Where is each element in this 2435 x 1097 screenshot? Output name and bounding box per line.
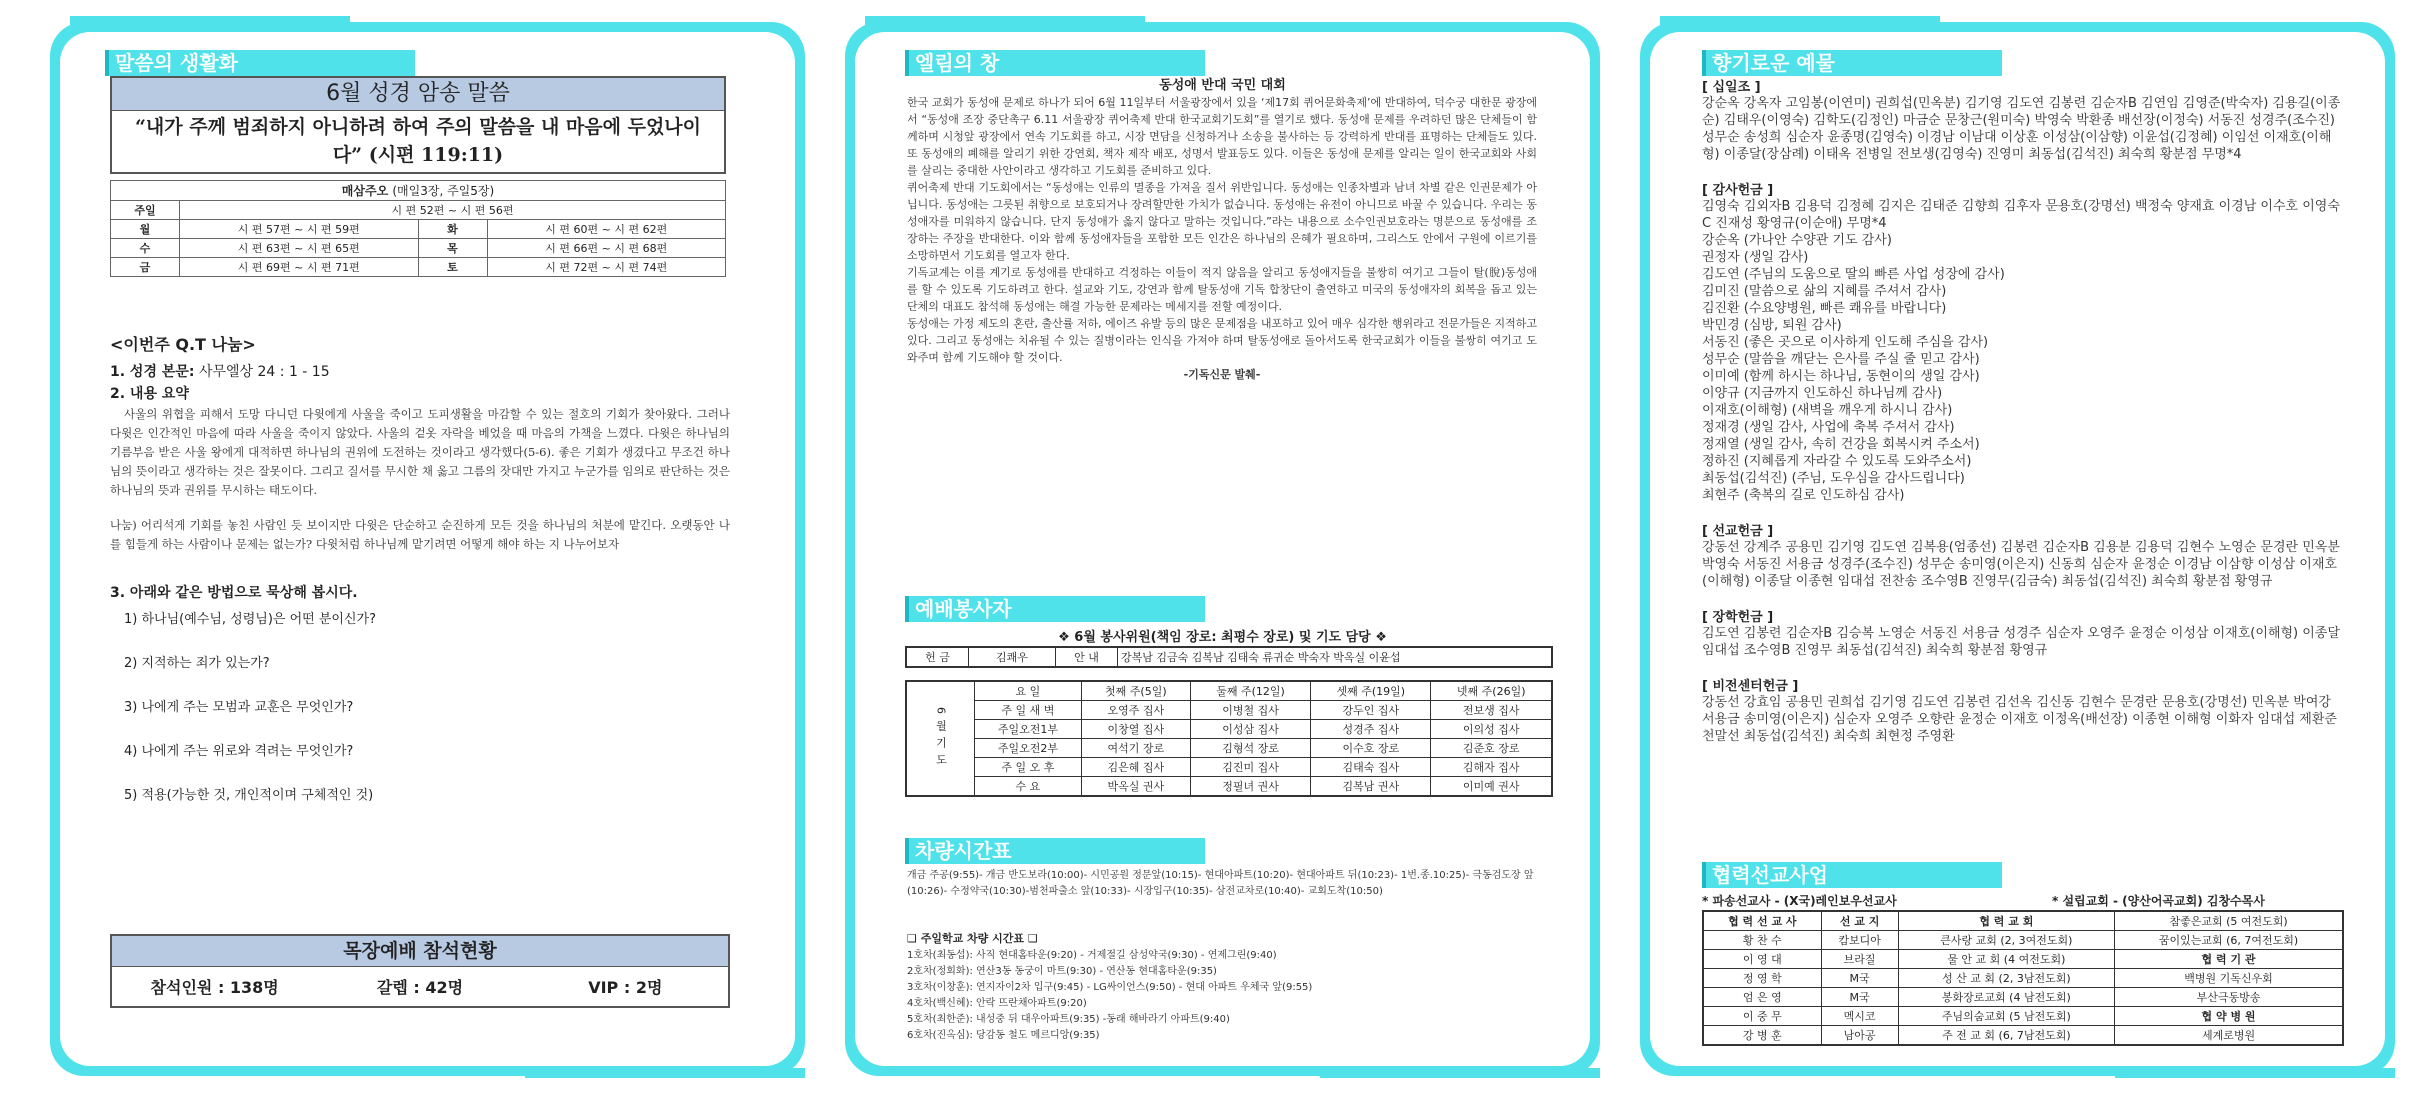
- duty-value: 김쾌우: [969, 647, 1056, 667]
- mission-cell: 강 병 훈: [1703, 1026, 1821, 1046]
- offering-names: 강동선 강효임 공용민 권희섭 김기영 김도연 김봉련 김선옥 김신동 김현수 문경란 문용호(강명선) 민옥분 박여강 서용금 송미영(이은지) 심순자 오영주 오향란 윤정순 이재호 이정옥(배선장) 이종현 이해형 이화자 임대섭 제환준 천말선 최동섭(김석진) 최숙희 최현정 주영환: [1702, 695, 2337, 744]
- prayer-cell: 전보생 집사: [1431, 701, 1552, 720]
- duty-table: [905, 646, 1553, 668]
- table-row: [906, 720, 1552, 739]
- article-title: 동성애 반대 국민 대회: [1159, 78, 1286, 93]
- mission-cell: 엄 은 영: [1703, 988, 1821, 1007]
- prayer-cell: 주 일 오 후: [975, 758, 1082, 777]
- mission-cell: 이 중 무: [1703, 1007, 1821, 1026]
- mission-cell: 협 약 병 원: [2115, 1007, 2343, 1026]
- offering-group: [1702, 606, 2344, 659]
- mission-cell: 남아공: [1821, 1026, 1898, 1046]
- qt-summary-p1: 사울의 위협을 피해서 도망 다니던 다윗에게 사울을 죽이고 도피생활을 마감할 수 있는 절호의 기회가 찾아왔다. 그러나 다윗은 인간적인 마음에 따라 사울을 죽이지 않았다. 사울의 겉옷 자락을 베었을 때 마음의 가책을 느꼈다. 다윗은 하나님의 기름부음 받은 사울 왕에게 대적하면 하나님의 권위에 도전하는 것이라고 생각했다(5-6). 좋은 기회가 생겼다고 무조건 하나님의 뜻이라고 생각하는 것은 잘못이다. 그리고 질서를 무시한 채 옳고 그름의 잣대만 가지고 누군가를 임의로 판단하는 것은 하나님의 뜻과 권위를 무시하는 태도이다.: [110, 407, 730, 497]
- prayer-cell: 주 일 새 벽: [975, 701, 1082, 720]
- section-header-mission: 협력선교사업: [1702, 862, 2002, 888]
- car-route: 6호차(진옥심): 당감동 철도 메르디앙(9:35): [907, 1030, 1100, 1041]
- car-school-section: [907, 930, 1543, 1044]
- thanks-item: 박민경 (심방, 퇴원 감사): [1702, 318, 1842, 333]
- prayer-cell: 김은혜 집사: [1081, 758, 1190, 777]
- mission-cell: 캄보디아: [1821, 931, 1898, 950]
- offering-names: 김도연 김봉련 김순자B 김승복 노영순 서동진 서용금 성경주 심순자 오영주 윤정순 이성삼 이재호(이해형) 이종달 임대섭 조수영B 진영무 최동섭(김석진) 최숙희 황분점 황영규: [1702, 626, 2340, 658]
- mission-cell: 이 영 대: [1703, 950, 1821, 969]
- schedule-reading: 시 편 60편 ~ 시 편 62편: [487, 220, 726, 239]
- section-header-service: 예배봉사자: [905, 596, 1205, 622]
- qt-summary-p2: 나눔) 어리석게 기회를 놓친 사람인 듯 보이지만 다윗은 단순하고 순진하게 모든 것을 하나님의 처분에 맡긴다. 오랫동안 나를 힘들게 하는 사람이나 문제는 없는가? 다윗처럼 하나님께 맡기려면 어떻게 해야 하는 지 나누어보자: [110, 518, 730, 551]
- table-row: [1703, 950, 2343, 969]
- attendance-vip: VIP : 2명: [588, 977, 663, 997]
- mission-header: 협 력 교 회: [1898, 911, 2114, 931]
- service-title: ❖ 6월 봉사위원(책임 장로: 최평수 장로) 및 기도 담당 ❖: [1058, 630, 1387, 645]
- thanks-item: 정재경 (생일 감사, 사업에 축복 주셔서 감사): [1702, 420, 1955, 435]
- panel-worship-life: [50, 22, 805, 1076]
- prayer-cell: 김복남 권사: [1311, 777, 1431, 797]
- offering-group: [1702, 179, 2344, 232]
- mission-cell: 황 찬 수: [1703, 931, 1821, 950]
- section-header-elim-window: 엘림의 창: [905, 50, 1205, 76]
- decorative-bar: [525, 1068, 805, 1078]
- mission-cell: 정 영 학: [1703, 969, 1821, 988]
- schedule-note: (매일3장, 주일5장): [392, 184, 495, 198]
- offering-group: [1702, 675, 2344, 745]
- schedule-row: [111, 258, 726, 277]
- mission-cell: M국: [1821, 988, 1898, 1007]
- section-header-car-schedule: 차량시간표: [905, 838, 1205, 864]
- schedule-day: 수: [111, 239, 180, 258]
- prayer-cell: 정필녀 권사: [1190, 777, 1310, 797]
- prayer-cell: 김해자 집사: [1431, 758, 1552, 777]
- thanks-item: 김진환 (수요양병원, 빠른 쾌유를 바랍니다): [1702, 301, 1947, 316]
- prayer-cell: 이성삼 집사: [1190, 720, 1310, 739]
- qt-question: 3) 나에게 주는 모범과 교훈은 무엇인가?: [124, 700, 354, 715]
- bible-reading-schedule: [110, 180, 726, 277]
- schedule-sunday-label: 주일: [111, 201, 180, 220]
- qt-summary-label: 2. 내용 요약: [110, 386, 189, 402]
- thanks-item: 이양규 (지금까지 인도하신 하나님께 감사): [1702, 386, 1943, 401]
- duty-value: 강복남 김금숙 김복남 김태숙 류귀순 박숙자 박옥실 이윤섭: [1118, 647, 1553, 667]
- schedule-day: 월: [111, 220, 180, 239]
- car-route: 3호차(이창훈): 연지자이2차 입구(9:45) - LG싸이언스(9:50) - 현대 아파트 우체국 앞(9:55): [907, 982, 1313, 993]
- thanks-item: 김미진 (말씀으로 삶의 지혜를 주셔서 감사): [1702, 284, 1947, 299]
- memory-verse-title: 6월 성경 암송 말씀: [112, 78, 724, 111]
- memory-verse-text: “내가 주께 범죄하지 아니하려 하여 주의 말씀을 내 마음에 두었나이다” (시편 119:11): [134, 116, 702, 166]
- schedule-row: [111, 220, 726, 239]
- schedule-day: 목: [418, 239, 487, 258]
- schedule-reading: 시 편 66편 ~ 시 편 68편: [487, 239, 726, 258]
- mission-right-title: * 설립교회 - (양산어곡교회) 김창수목사: [2052, 894, 2265, 908]
- article-paragraph: 기독교계는 이를 계기로 동성애를 반대하고 걱정하는 이들이 적지 않음을 알리고 동성애지들을 불쌍히 여기고 그들이 탈(脫)동성애를 할 수 있도록 기도하려고 한다. 설교와 기도, 강연과 함께 탈동성애 기독 합창단이 출연하고 미국의 동성애자의 회복을 돕고 있는 단체의 대표도 참석해 동성애는 해결 가능한 문제라는 메세지를 전할 예정이다.: [907, 266, 1537, 313]
- attendance-total: 참석인원 : 138명: [150, 977, 279, 997]
- thanks-item: 서동진 (좋은 곳으로 이사하게 인도해 주심을 감사): [1702, 335, 1989, 350]
- qt-question: 4) 나에게 주는 위로와 격려는 무엇인가?: [124, 744, 354, 759]
- car-school-title: ❑ 주일학교 차량 시간표 ❑: [907, 932, 1038, 945]
- schedule-reading: 시 편 69편 ~ 시 편 71편: [180, 258, 419, 277]
- section-header-word-life: 말씀의 생활화: [105, 50, 415, 76]
- qt-title: <이번주 Q.T 나눔>: [110, 335, 256, 354]
- schedule-day: 화: [418, 220, 487, 239]
- attendance-title: 목장예배 참석현황: [112, 936, 728, 967]
- table-row: [1703, 931, 2343, 950]
- car-route: 4호차(백신혜): 안락 뜨란채아파트(9:20): [907, 998, 1087, 1009]
- thanks-item: 성무순 (말씀을 깨닫는 은사를 주실 줄 믿고 감사): [1702, 352, 1980, 367]
- mission-cell: 부산극동방송: [2115, 988, 2343, 1007]
- schedule-day: 토: [418, 258, 487, 277]
- thanks-item: 최현주 (축복의 길로 인도하심 감사): [1702, 488, 1905, 503]
- decorative-bar: [2115, 1068, 2395, 1078]
- mission-cell: 물 안 교 회 (4 여전도회): [1898, 950, 2114, 969]
- prayer-cell: 이미예 권사: [1431, 777, 1552, 797]
- schedule-title: 매삼주오: [341, 184, 389, 198]
- qt-questions: [110, 608, 730, 828]
- thanks-item: 이재호(이해형) (새벽을 깨우게 하시니 감사): [1702, 403, 1953, 418]
- offering-names: 강순옥 강옥자 고임봉(이연미) 권희섭(민옥분) 김기영 김도연 김봉련 김순자B 김연임 김영준(박숙자) 김용길(이종순) 김태우(이영숙) 김학도(김정인) 마금순 문창근(원미숙) 박영숙 박환종 배선장(이정숙) 서동진 성경주(조수진) 성무순 송성희 심순자 윤종명(김영숙) 이경남 이남대 이상훈 이성삼(이삼향) 이윤섭(김정혜) 이임선 이재호(이해형) 이종달(장삼례) 이태옥 전병일 전보생(김영숙) 진영미 최동섭(김석진) 최숙희 황분점 무명*4: [1702, 96, 2341, 162]
- offering-title: [ 십일조 ]: [1702, 80, 1761, 95]
- decorative-bar: [70, 16, 350, 26]
- prayer-cell: 이병철 집사: [1190, 701, 1310, 720]
- qt-question-title: 3. 아래와 같은 방법으로 묵상해 봅시다.: [110, 585, 358, 601]
- mission-cell: 백병원 기독신우회: [2115, 969, 2343, 988]
- schedule-day: 금: [111, 258, 180, 277]
- mission-cell: 멕시코: [1821, 1007, 1898, 1026]
- mission-table: [1702, 910, 2344, 1046]
- schedule-reading: 시 편 63편 ~ 시 편 65편: [180, 239, 419, 258]
- car-route: 1호차(최동섭): 사직 현대홈타운(9:20) - 거제절길 삼성약국(9:30) - 연제그린(9:40): [907, 950, 1277, 961]
- decorative-bar: [1320, 1068, 1600, 1078]
- duty-label: 안 내: [1056, 647, 1118, 667]
- offering-group: [1702, 520, 2344, 590]
- mission-left-title: * 파송선교사 - (X국)레인보우선교사: [1702, 894, 1897, 908]
- mission-cell: 봉화장로교회 (4 남전도회): [1898, 988, 2114, 1007]
- offering-group: [1702, 76, 2344, 163]
- schedule-reading: 시 편 57편 ~ 시 편 59편: [180, 220, 419, 239]
- mission-cell: 주님의숨교회 (5 남전도회): [1898, 1007, 2114, 1026]
- schedule-sunday-text: 시 편 52편 ~ 시 편 56편: [180, 201, 726, 220]
- prayer-cell: 박옥실 권사: [1081, 777, 1190, 797]
- thanks-item: 정하진 (지혜롭게 자라갈 수 있도록 도와주소서): [1702, 454, 1972, 469]
- prayer-header: 요 일: [975, 681, 1082, 701]
- offering-title: [ 비전센터헌금 ]: [1702, 679, 1799, 694]
- article-paragraph: 한국 교회가 동성애 문제로 하나가 되어 6월 11일부터 서울광장에서 있을 ‘제17회 퀴어문화축제’에 반대하여, 덕수궁 대한문 광장에서 “동성애 조장 중단촉구 6.11 서울광장 퀴어축제 반대 한국교회기도회”를 열기로 했다. 동성애 문제를 우려하던 많은 단체들이 함께하며 시청앞 광장에서 연속 기도회를 하고, 시장 면담을 신청하거나 소송을 불사하는 등 강력하게 반대를 표명하는 단체들도 있다. 또 동성애의 폐해를 알리기 위한 강연회, 책자 제작 배포, 성명서 발표등도 있다. 이들은 동성애 문제를 알리는 일이 한국교회와 사회를 살리는 중대한 사안이라고 생각하고 기도회를 준비하고 있다.: [907, 96, 1537, 177]
- thanks-item: 최동섭(김석진) (주님, 도우심을 감사드립니다): [1702, 471, 1965, 486]
- qt-bible-label: 1. 성경 본문:: [110, 364, 195, 380]
- article-paragraph: 동성애는 가정 제도의 혼란, 출산률 저하, 에이즈 유발 등의 많은 문제점을 내포하고 있어 매우 심각한 행위라고 전문가들은 지적하고 있다. 그리고 동성애는 치유될 수 있는 질병이라는 인식을 가져야 하며 탈동성애로 돌아서도록 한국교회가 이들을 불쌍히 여기고 도와주며 함께 기도해야 할 것이다.: [907, 317, 1537, 364]
- car-route: 2호차(정회화): 연산3동 동궁이 마트(9:30) - 연산동 현대홈타운(9:35): [907, 966, 1217, 977]
- thanks-item: 강순옥 (가나안 수양관 기도 감사): [1702, 233, 1892, 248]
- mission-cell: 큰사랑 교회 (2, 3여전도회): [1898, 931, 2114, 950]
- article-source: -기독신문 발췌-: [1183, 368, 1261, 381]
- offering-names: 김영숙 김외자B 김용덕 김정혜 김지은 김태준 김향희 김후자 문용호(강명선) 백정숙 양재효 이경남 이수호 이영숙C 진재성 황영규(이순애) 무명*4: [1702, 199, 2340, 231]
- decorative-bar: [1660, 16, 1940, 26]
- mission-cell: M국: [1821, 969, 1898, 988]
- mission-cell: 참좋은교회 (5 여전도회): [2115, 911, 2343, 931]
- table-row: [906, 701, 1552, 720]
- thanks-item: 이미예 (함께 하시는 하나님, 동현이의 생일 감사): [1702, 369, 1980, 384]
- panel-elim-window: [845, 22, 1600, 1076]
- offerings-list: [1702, 76, 2344, 745]
- qt-question: 1) 하나님(예수님, 성령님)은 어떤 분이신가?: [124, 612, 376, 627]
- table-row: [906, 777, 1552, 797]
- prayer-header: 첫째 주(5일): [1081, 681, 1190, 701]
- prayer-cell: 김형석 장로: [1190, 739, 1310, 758]
- prayer-cell: 김진미 집사: [1190, 758, 1310, 777]
- offering-title: [ 감사헌금 ]: [1702, 183, 1774, 198]
- table-row: [906, 758, 1552, 777]
- prayer-header: 둘째 주(12일): [1190, 681, 1310, 701]
- prayer-cell: 김태숙 집사: [1311, 758, 1431, 777]
- section-header-offerings: 향기로운 예물: [1702, 50, 2002, 76]
- prayer-cell: 성경주 집사: [1311, 720, 1431, 739]
- duty-label: 헌 금: [906, 647, 969, 667]
- thanks-item: 권정자 (생일 감사): [1702, 250, 1809, 265]
- prayer-cell: 주일오전1부: [975, 720, 1082, 739]
- table-row: [1703, 1026, 2343, 1046]
- thanks-item: 김도연 (주님의 도움으로 딸의 빠른 사업 성장에 감사): [1702, 267, 2005, 282]
- qt-question: 2) 지적하는 죄가 있는가?: [124, 656, 270, 671]
- schedule-reading: 시 편 72편 ~ 시 편 74편: [487, 258, 726, 277]
- article-body: [907, 94, 1537, 383]
- offering-title: [ 선교헌금 ]: [1702, 524, 1774, 539]
- mission-header: 선 교 지: [1821, 911, 1898, 931]
- prayer-cell: 김준호 장로: [1431, 739, 1552, 758]
- table-row: [1703, 988, 2343, 1007]
- prayer-table: [905, 680, 1553, 797]
- attendance-caleb: 갈렙 : 42명: [376, 977, 464, 997]
- prayer-cell: 이창열 집사: [1081, 720, 1190, 739]
- mission-cell: 세계로병원: [2115, 1026, 2343, 1046]
- thanks-item: 정재열 (생일 감사, 속히 건강을 회복시켜 주소서): [1702, 437, 1980, 452]
- qt-section: [110, 332, 730, 828]
- memory-verse-box: [110, 76, 726, 174]
- mission-cell: 협 력 기 관: [2115, 950, 2343, 969]
- prayer-cell: 수 요: [975, 777, 1082, 797]
- offering-names: 강동선 강계주 공용민 김기영 김도연 김복용(엄종선) 김봉련 김순자B 김용분 김용덕 김현수 노영순 문경란 민옥분 박영숙 서동진 서용금 성경주(조수진) 성무순 송미영(이은지) 신동희 심순자 윤정순 이경남 이삼향 이성삼 이재호(이해형) 이종달 이종현 임대섭 전찬송 조수영B 진영무(김금숙) 최동섭(김석진) 최숙희 황분점 황영규: [1702, 540, 2340, 589]
- prayer-header: 넷째 주(26일): [1431, 681, 1552, 701]
- prayer-month-label: 6월기도: [906, 681, 975, 796]
- mission-cell: 브라질: [1821, 950, 1898, 969]
- prayer-cell: 오영주 집사: [1081, 701, 1190, 720]
- prayer-header: 셋째 주(19일): [1311, 681, 1431, 701]
- decorative-bar: [865, 16, 1145, 26]
- panel-offerings: [1640, 22, 2395, 1076]
- table-row: [1703, 969, 2343, 988]
- qt-question: 5) 적용(가능한 것, 개인적이며 구체적인 것): [124, 788, 374, 803]
- schedule-row: [111, 239, 726, 258]
- qt-bible-text: 사무엘상 24 : 1 - 15: [194, 364, 330, 380]
- car-route: 5호차(최한준): 내성중 뒤 대우아파트(9:35) -동래 해바라기 아파트(9:40): [907, 1014, 1230, 1025]
- article-paragraph: 퀴어축제 반대 기도회에서는 “동성애는 인류의 멸종을 가져올 질서 위반입니다. 동성애는 인종차별과 남녀 차별 같은 인권문제가 아닙니다. 동성애는 그릇된 취향으로 보호되거나 장려할만한 가치가 없습니다. 동성애는 유전이 아니므로 바꿀 수 있습니다. 우리는 동성애자를 미워하지 않습니다. 단지 동성애가 옳지 않다고 말하는 것입니다.”라는 내용으로 소수인권보호라는 명분으로 동성애를 조장하는 주장을 반대한다. 이와 함께 동성애자들을 포함한 모든 인간은 하나님의 은혜가 필요하며, 그리스도 안에서 구원에 이르기를 소망하면서 기도회를 열고자 한다.: [907, 181, 1537, 262]
- prayer-cell: 여석기 장로: [1081, 739, 1190, 758]
- prayer-cell: 이의성 집사: [1431, 720, 1552, 739]
- attendance-box: [110, 934, 730, 1008]
- prayer-cell: 이수호 장로: [1311, 739, 1431, 758]
- mission-cell: 성 산 교 회 (2, 3남전도회): [1898, 969, 2114, 988]
- car-main-route: 개금 주공(9:55)- 개금 반도보라(10:00)- 시민공원 정문앞(10:15)- 현대아파트(10:20)- 현대아파트 뒤(10:23)- 1번.종.10:25)- 극동검도장 앞(10:26)- 수정약국(10:30)-범천파출소 앞(10:33)- 시장입구(10:35)- 삼전교차로(10:40)- 교회도착(10:50): [907, 870, 1534, 897]
- prayer-cell: 주일오전2부: [975, 739, 1082, 758]
- offering-title: [ 장학헌금 ]: [1702, 610, 1774, 625]
- prayer-cell: 강두인 집사: [1311, 701, 1431, 720]
- table-row: [906, 739, 1552, 758]
- mission-cell: 주 전 교 회 (6, 7남전도회): [1898, 1026, 2114, 1046]
- mission-cell: 꿈이있는교회 (6, 7여전도회): [2115, 931, 2343, 950]
- table-row: [1703, 1007, 2343, 1026]
- mission-header: 협 력 선 교 사: [1703, 911, 1821, 931]
